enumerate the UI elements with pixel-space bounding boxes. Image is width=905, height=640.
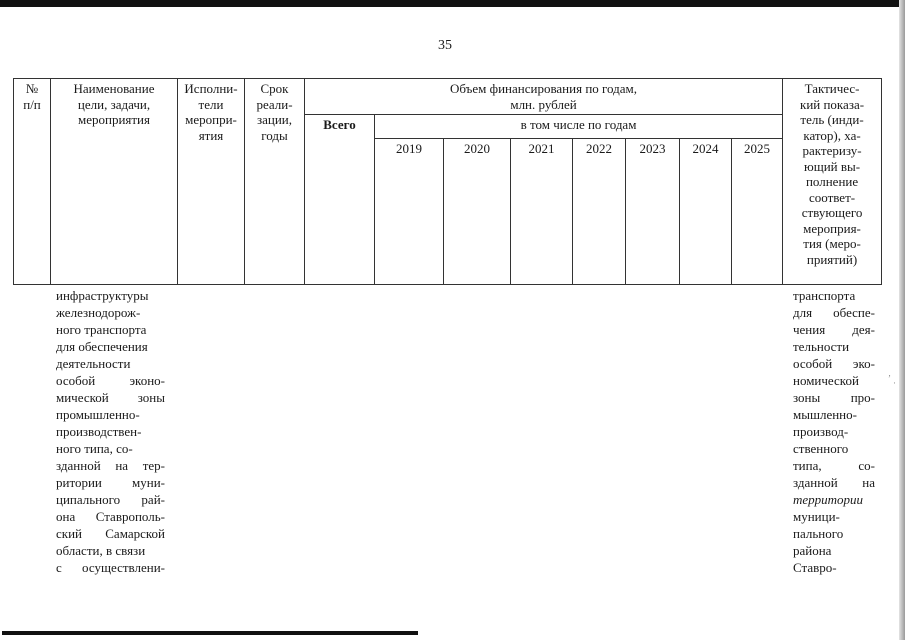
text-line: ятия [198,127,224,143]
header-year: 2025 [732,139,783,285]
header-term [245,79,305,285]
text-line: мероприя- [803,220,861,236]
scan-border-top [0,0,905,7]
text-line: приятий) [806,251,858,267]
text-line: мероприятия [77,112,150,127]
text-line: ствующего [801,205,863,220]
text-line: она Ставрополь- [56,509,165,524]
text-line: ритории муни- [56,475,165,490]
name-continuation-text [56,287,165,576]
text-line: полнение [805,174,859,189]
text-line: зоны про- [793,390,875,405]
text-line: ного типа, со- [56,441,133,456]
text-line: тели [198,96,224,112]
text-line: номической [793,373,859,388]
text-line: мической зоны [56,390,165,405]
text-line: инфраструктуры [56,288,149,303]
text-line: ного транспорта [56,322,147,337]
text-line: ский Самарской [56,526,165,541]
header-indicator [783,79,882,285]
text-line: Объем финансирования по годам, [450,81,638,96]
text-line: Ставро- [793,560,837,575]
text-line: ственного [793,441,849,456]
text-line: млн. рублей [510,96,577,112]
financing-table-header [13,78,882,285]
header-year: 2021 [511,139,573,285]
text-line: ципального рай- [56,492,165,507]
text-line: годы [261,127,288,143]
header-year: 2024 [680,139,732,285]
text-line: территории [793,492,864,507]
text-line: транспорта [793,288,856,303]
header-year: 2023 [626,139,680,285]
header-num [14,79,51,285]
text-line: Срок [260,81,289,96]
text-line: района [793,543,832,558]
text-line: катор), ха- [803,127,861,143]
scan-border-bottom [2,631,418,635]
indicator-continuation-text [793,287,875,576]
text-line: зации, [256,112,293,127]
text-line: Тактичес- [804,81,860,96]
text-line: тельности [793,339,850,354]
text-line: области, в связи [56,543,146,558]
header-year: 2019 [375,139,444,285]
text-line: Наименование [73,81,155,96]
text-line: мышленно- [793,407,857,422]
text-line: производ- [793,424,849,439]
text-line: особой эконо- [56,373,165,388]
text-line: тия (меро- [803,236,861,251]
text-line: цели, задачи, [77,96,151,112]
text-line: типа, со- [793,458,875,473]
text-line: тель (инди- [800,112,864,127]
text-line: кий показа- [800,96,865,112]
header-executors [178,79,245,285]
text-line: производствен- [56,424,142,439]
text-line: зданной на [793,475,875,490]
text-line: реали- [256,96,293,112]
text-line: для обеспечения [56,339,148,354]
text-line: железнодорож- [56,305,141,320]
text-line: зданной на тер- [56,458,165,473]
text-line: меропри- [185,112,237,127]
text-line: ющий вы- [803,158,861,174]
text-line: № [25,81,39,96]
page-number: 35 [438,38,452,53]
header-year: 2020 [444,139,511,285]
text-line: деятельности [56,356,131,371]
text-line: с осуществлени- [56,560,165,575]
text-line: промышленно- [56,407,140,422]
text-line: муници- [793,509,840,524]
scan-speck: ‚ [888,368,891,378]
scan-speck: · [893,378,896,388]
text-line: чения дея- [793,322,875,337]
scan-border-right [899,0,905,640]
text-line: Исполни- [184,81,238,96]
text-line: соответ- [808,189,856,205]
text-line: для обеспе- [793,305,875,320]
text-line: пального [793,526,844,541]
header-name [51,79,178,285]
header-funding [305,79,783,115]
header-by-years: в том числе по годам [375,115,783,139]
header-total: Всего [305,115,375,285]
header-year: 2022 [573,139,626,285]
text-line: рактеризу- [802,143,862,158]
text-line: особой эко- [793,356,875,371]
text-line: п/п [23,96,41,112]
